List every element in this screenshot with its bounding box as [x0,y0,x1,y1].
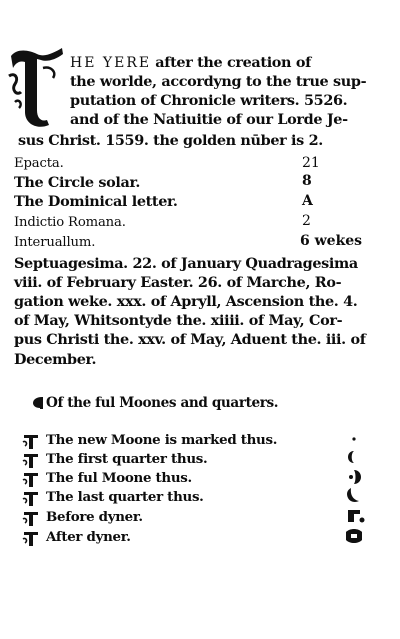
computus-label-dominical-letter: The Dominical letter. [14,193,178,210]
header-line-1 [70,54,311,72]
feasts-line-6: December. [14,351,97,368]
decorated-initial-icon [22,432,40,450]
paragraph-mark-icon [32,396,44,410]
decorated-initial-icon [22,509,40,527]
phase-line-new-moon: The new Moone is marked thus. [46,432,278,448]
computus-label-epacta: Epacta. [14,156,64,171]
phase-line-full-moon: The ful Moone thus. [46,470,192,486]
before-dinner-glyph-icon [340,506,368,526]
feasts-line-5: pus Christi the. xxv. of May, Aduent the. iii. of [14,331,366,348]
computus-label-indictio: Indictio Romana. [14,215,126,230]
new-moon-glyph-icon [340,429,368,449]
decorated-initial-icon [22,489,40,507]
feasts-line-4: of May, Whitsontyde the. xiiii. of May, Cor- [14,312,343,329]
header-caps: HE YERE [70,55,152,71]
computus-value-dominical-letter: A [302,193,313,209]
header-line-1-rest: after the creation of [155,54,311,71]
feasts-line-1: Septuagesima. 22. of January Quadragesima [14,255,358,272]
decorated-initial-icon [22,470,40,488]
decorated-initial-icon [22,451,40,469]
header-line-3: putation of Chronicle writers. 5526. [70,92,348,109]
last-quarter-glyph-icon [340,486,368,506]
computus-value-circle-solar: 8 [302,173,312,189]
first-quarter-glyph-icon [340,448,368,468]
feasts-line-3: gation weke. xxx. of Apryll, Ascension the. 4. [14,293,358,310]
header-line-2: the worlde, accordyng to the true sup- [70,73,367,90]
phase-line-first-quarter: The first quarter thus. [46,451,208,467]
computus-value-epacta: 21 [302,155,320,171]
feasts-line-2: viii. of February Easter. 26. of Marche, Ro- [14,274,342,291]
full-moon-glyph-icon [340,467,368,487]
header-line-5: sus Christ. 1559. the golden nūber is 2. [18,132,323,149]
phase-line-after-dinner: After dyner. [46,529,131,545]
header-line-4: and of the Natiuitie of our Lorde Je- [70,111,348,128]
phases-heading: Of the ful Moones and quarters. [46,395,279,411]
computus-label-circle-solar: The Circle solar. [14,174,141,191]
after-dinner-glyph-icon [340,526,368,546]
decorated-initial-icon [22,529,40,547]
phase-line-before-dinner: Before dyner. [46,509,143,525]
computus-value-interuallum: 6 wekes [300,233,363,249]
computus-label-interuallum: Interuallum. [14,235,96,250]
phase-line-last-quarter: The last quarter thus. [46,489,204,505]
decorated-initial-t [7,46,65,128]
computus-value-indictio: 2 [302,213,311,229]
